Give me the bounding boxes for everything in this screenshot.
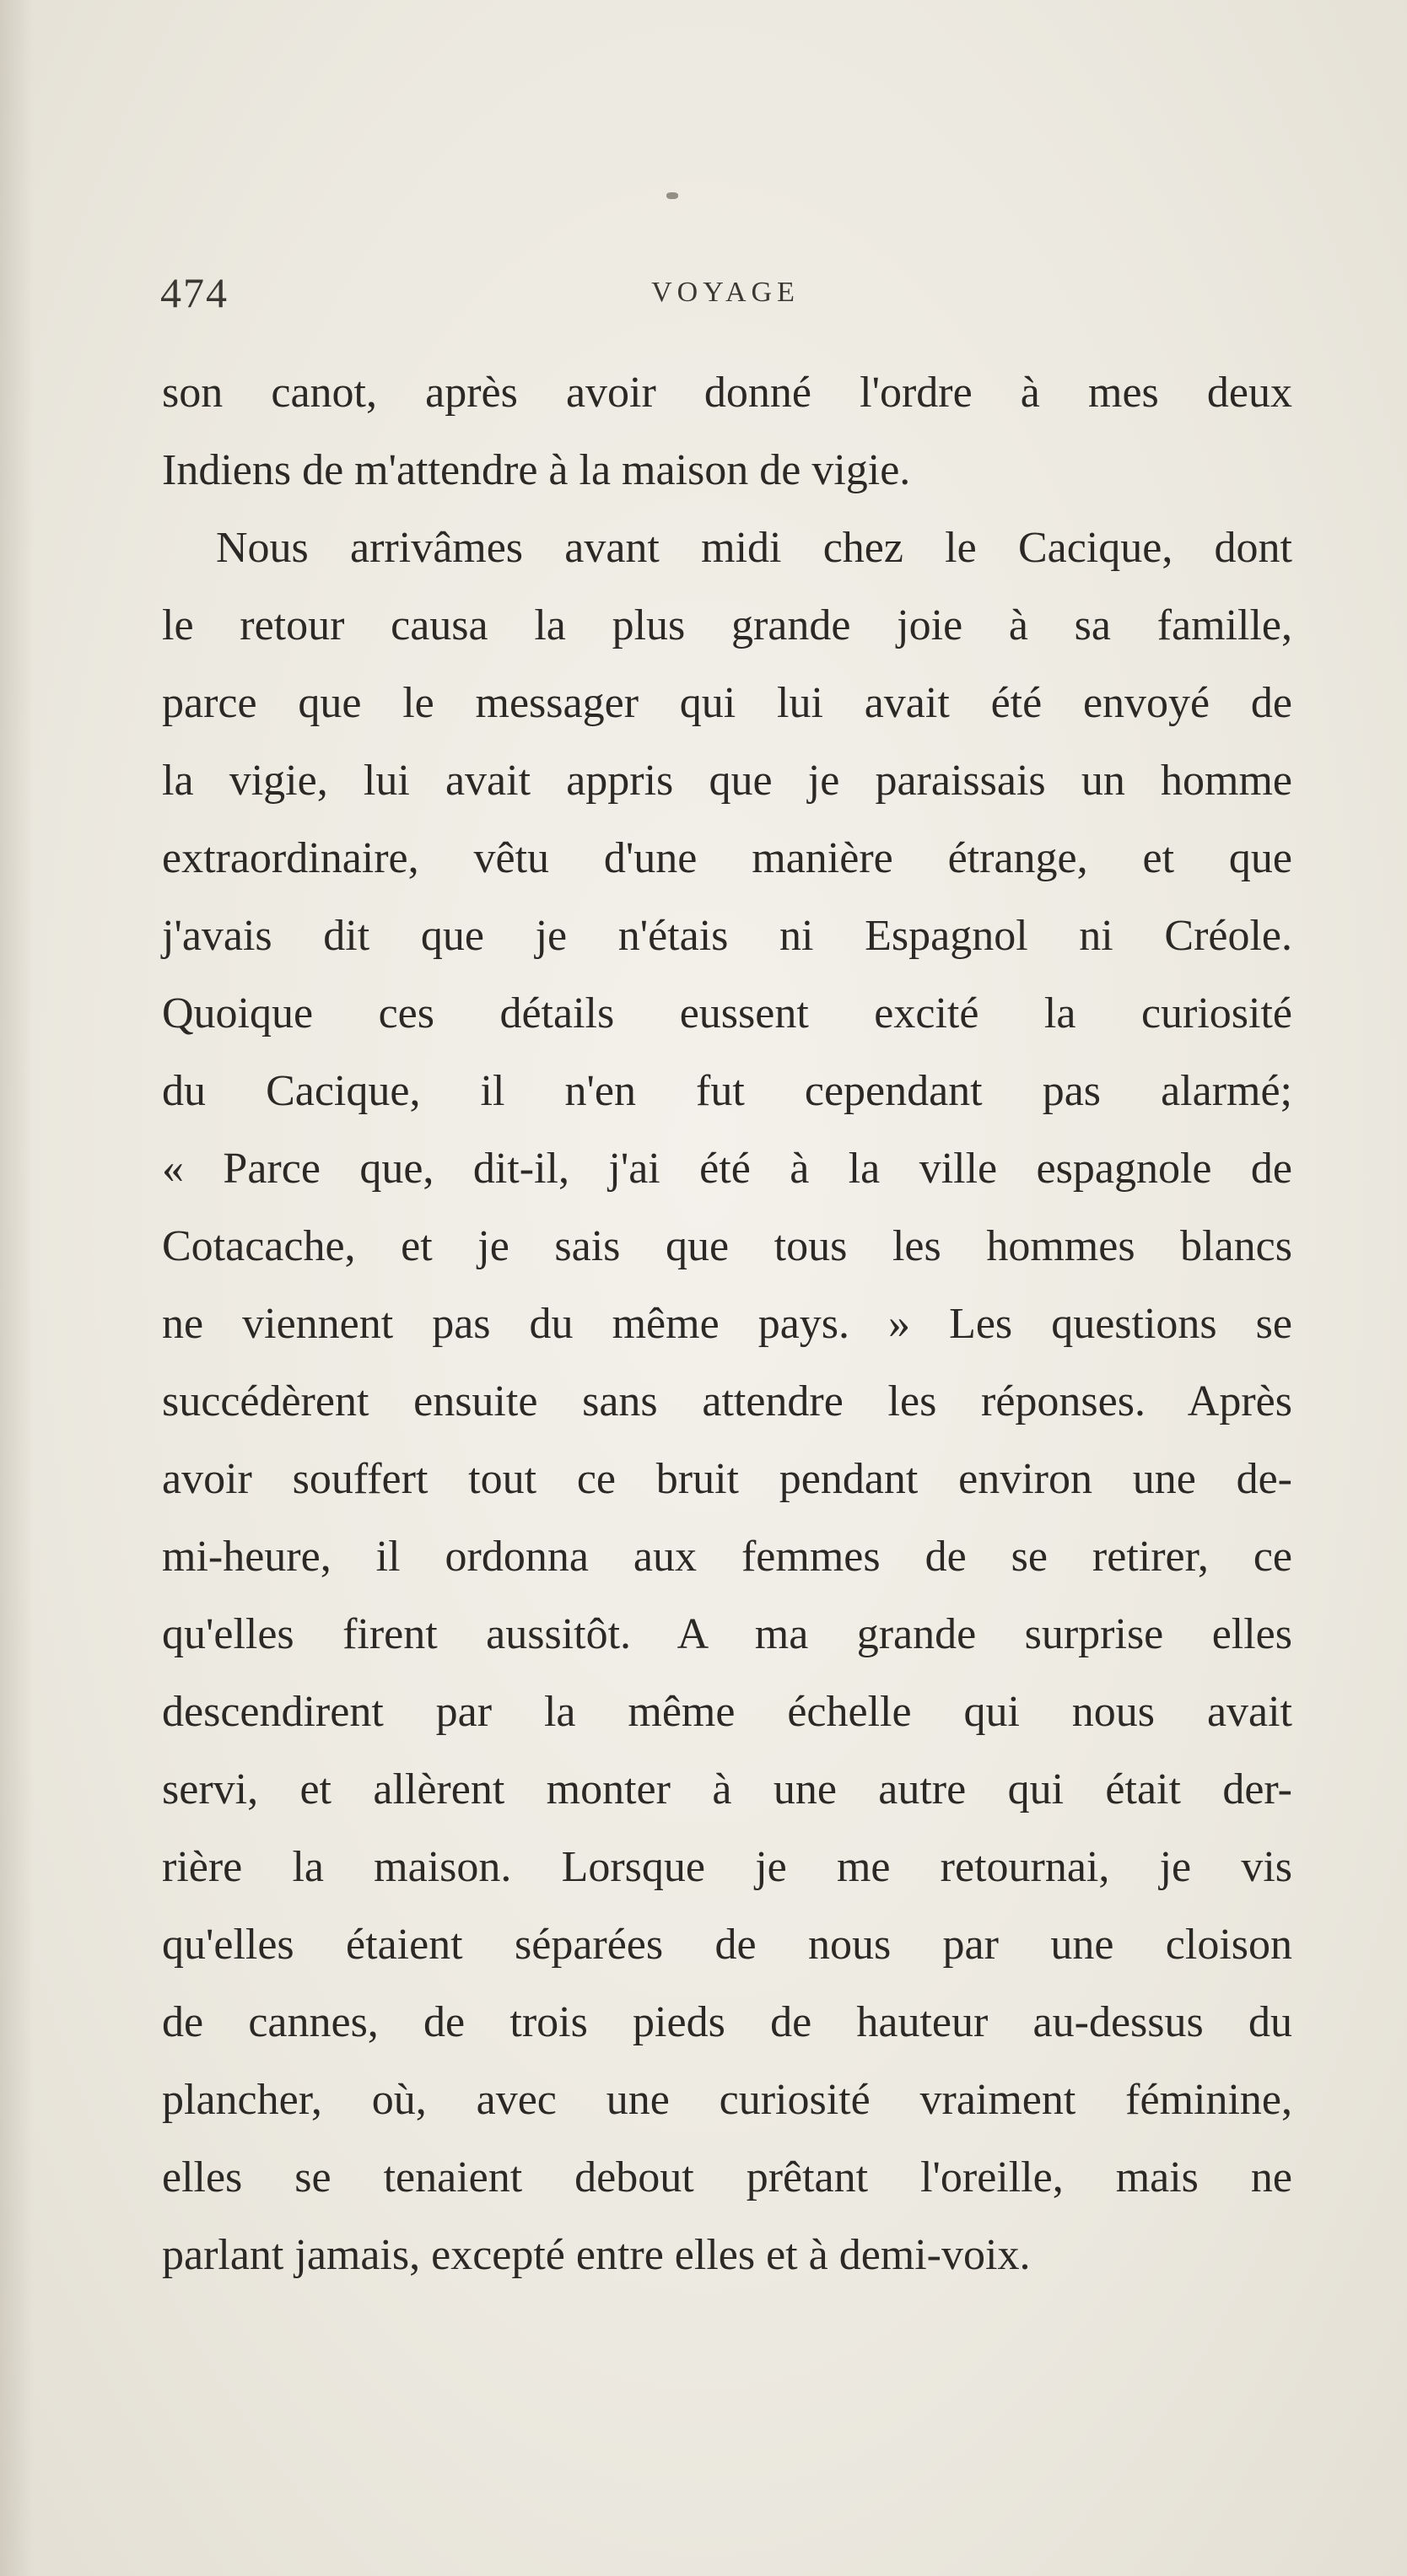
text-line: qu'elles firent aussitôt. A ma grande surprise elles — [162, 1610, 1292, 1658]
text-line: la vigie, lui avait appris que je paraissais un homme — [162, 757, 1292, 805]
text-line: plancher, où, avec une curiosité vraiment féminine, — [162, 2076, 1292, 2124]
text-line: descendirent par la même échelle qui nous avait — [162, 1688, 1292, 1736]
text-line: rière la maison. Lorsque je me retournai, je vis — [162, 1843, 1292, 1891]
text-line: avoir souffert tout ce bruit pendant environ une de- — [162, 1455, 1292, 1503]
page-edge-shadow — [0, 0, 34, 2576]
text-line: elles se tenaient debout prêtant l'oreille, mais ne — [162, 2153, 1292, 2201]
text-line: le retour causa la plus grande joie à sa famille, — [162, 601, 1292, 649]
page-header — [160, 268, 1291, 319]
text-line: de cannes, de trois pieds de hauteur au-dessus du — [162, 1998, 1292, 2046]
text-line: parce que le messager qui lui avait été envoyé de — [162, 679, 1292, 727]
ink-speck — [666, 192, 678, 199]
text-line: parlant jamais, excepté entre elles et à demi-voix. — [162, 2231, 1031, 2279]
running-head: VOYAGE — [651, 277, 800, 308]
body-text — [162, 354, 1292, 2294]
text-line: servi, et allèrent monter à une autre qui était der- — [162, 1765, 1292, 1813]
text-line: Indiens de m'attendre à la maison de vigie. — [162, 446, 911, 494]
text-line: Nous arrivâmes avant midi chez le Cacique, dont — [216, 524, 1292, 572]
text-line: « Parce que, dit-il, j'ai été à la ville espagnole de — [162, 1145, 1292, 1193]
text-line: extraordinaire, vêtu d'une manière étrange, et que — [162, 834, 1292, 882]
text-line: Cotacache, et je sais que tous les hommes blancs — [162, 1222, 1292, 1270]
page-number: 474 — [160, 269, 229, 316]
text-line: son canot, après avoir donné l'ordre à mes deux — [162, 369, 1292, 417]
text-line: succédèrent ensuite sans attendre les réponses. Après — [162, 1377, 1292, 1425]
text-line: Quoique ces détails eussent excité la curiosité — [162, 989, 1292, 1037]
text-line: j'avais dit que je n'étais ni Espagnol ni Créole. — [162, 912, 1292, 960]
text-line: mi-heure, il ordonna aux femmes de se retirer, ce — [162, 1533, 1292, 1581]
text-line: du Cacique, il n'en fut cependant pas alarmé; — [162, 1067, 1292, 1115]
text-line: qu'elles étaient séparées de nous par une cloison — [162, 1921, 1292, 1969]
text-line: ne viennent pas du même pays. » Les questions se — [162, 1300, 1292, 1348]
